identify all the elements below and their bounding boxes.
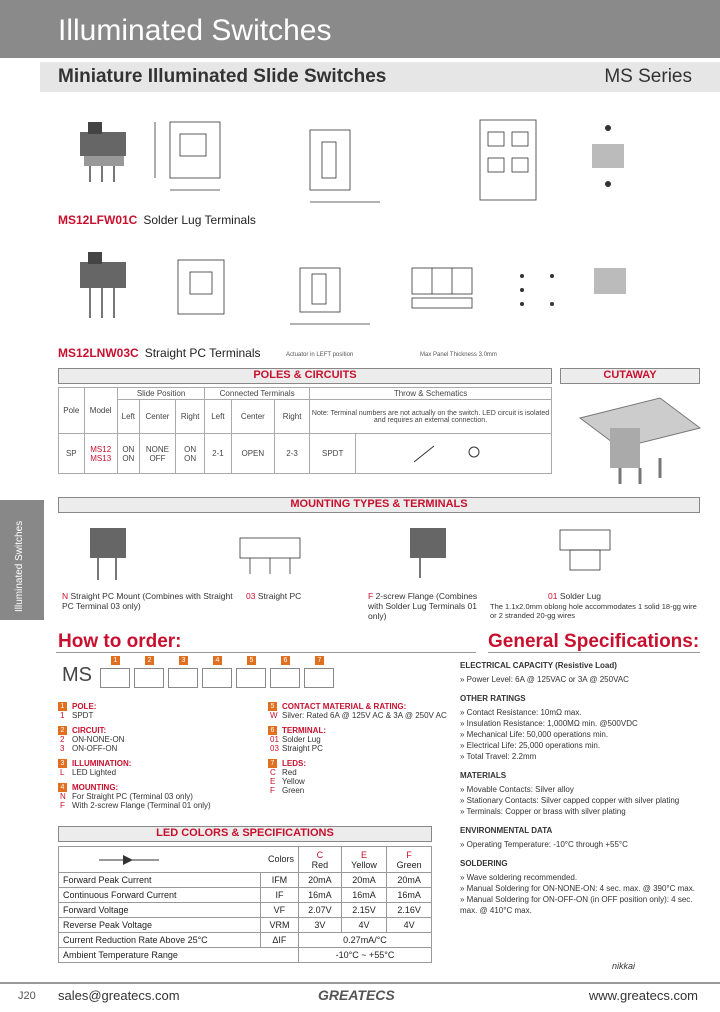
footer-email[interactable]: sales@greatecs.com — [58, 988, 180, 1003]
model-desc-2: Straight PC Terminals — [144, 346, 261, 360]
led-symbol-icon — [63, 854, 183, 866]
pos-center: Center — [139, 400, 175, 434]
order-slots — [100, 656, 340, 692]
poles-title: POLES & CIRCUITS — [58, 368, 552, 384]
order-slot — [270, 656, 300, 690]
page-title: Illuminated Switches — [58, 14, 332, 47]
temp-val: -10°C ~ +55°C — [298, 948, 431, 963]
led-value: 20mA — [298, 873, 341, 888]
group-option: N For Straight PC (Terminal 03 only) — [60, 792, 193, 801]
slot-number: 7 — [315, 656, 324, 665]
rate-label: Current Reduction Rate Above 25°C — [59, 933, 261, 948]
order-title: How to order: — [58, 631, 182, 652]
spec-list — [460, 660, 700, 924]
led-colors-label: Colors — [59, 847, 299, 873]
terminal-note: Note: Terminal numbers are not actually on the switch. LED circuit is isolated and requires an external connection. — [310, 400, 552, 434]
led-symbol: VRM — [260, 918, 298, 933]
group-option: L LED Lighted — [60, 768, 117, 777]
nikkai-logo: nikkai — [612, 961, 636, 971]
spec-item: » Movable Contacts: Silver alloy — [460, 785, 574, 794]
row-center: NONE OFF — [139, 434, 175, 474]
spec-item: » Insulation Resistance: 1,000MΩ min. @500VDC — [460, 719, 638, 728]
order-prefix: MS — [62, 664, 92, 686]
order-group — [58, 759, 268, 777]
section-subtitle: Miniature Illuminated Slide Switches — [58, 66, 387, 87]
spec-item: » Mechanical Life: 50,000 operations min. — [460, 730, 609, 739]
pc-note: Actuator in LEFT position — [286, 352, 354, 358]
group-option: E Yellow — [270, 777, 305, 786]
group-option: 03 Straight PC — [270, 744, 323, 753]
order-group — [268, 702, 478, 720]
row-conn-left: 2-1 — [205, 434, 231, 474]
order-slot — [168, 656, 198, 690]
order-group — [268, 759, 478, 795]
row-conn-center: OPEN — [231, 434, 275, 474]
group-number: 3 — [58, 759, 67, 768]
slot-number: 1 — [111, 656, 120, 665]
spec-item: » Electrical Life: 25,000 operations min. — [460, 741, 601, 750]
mounting-drawings — [60, 518, 700, 590]
cutaway-image — [560, 388, 710, 488]
spec-item: » Contact Resistance: 10mΩ max. — [460, 708, 582, 717]
poles-table — [58, 387, 552, 474]
order-slot — [202, 656, 232, 690]
row-right: ON ON — [176, 434, 205, 474]
conn-center: Center — [231, 400, 275, 434]
group-option: F Green — [270, 786, 305, 795]
spec-item: » Wave soldering recommended. — [460, 873, 578, 882]
group-option: 2 ON-NONE-ON — [60, 735, 125, 744]
led-symbol: IF — [260, 888, 298, 903]
order-slot — [236, 656, 266, 690]
spec-head: SOLDERING — [460, 859, 508, 868]
slide-header: Slide Position — [117, 388, 204, 400]
led-symbol: VF — [260, 903, 298, 918]
spec-head: MATERIALS — [460, 771, 507, 780]
led-param: Forward Voltage — [59, 903, 261, 918]
spec-item: » Power Level: 6A @ 125VAC or 3A @ 250VAC — [460, 675, 629, 684]
led-col-yellow: E Yellow — [341, 847, 387, 873]
temp-label: Ambient Temperature Range — [59, 948, 299, 963]
group-number: 2 — [58, 726, 67, 735]
led-value: 2.15V — [341, 903, 387, 918]
group-head: TERMINAL: — [282, 726, 326, 735]
group-option: 3 ON-OFF-ON — [60, 744, 118, 753]
dim-drawing-2a — [178, 260, 224, 314]
group-number: 5 — [268, 702, 277, 711]
footer-web[interactable]: www.greatecs.com — [588, 988, 698, 1003]
group-number: 6 — [268, 726, 277, 735]
group-option: C Red — [270, 768, 297, 777]
mount-n: N Straight PC Mount (Combines with Straight PC Terminal 03 only) — [62, 591, 233, 611]
cutaway-title: CUTAWAY — [560, 368, 700, 384]
dim-drawing-1c — [480, 120, 536, 200]
led-value: 16mA — [298, 888, 341, 903]
subheader-bar — [40, 62, 720, 92]
slot-box[interactable] — [202, 668, 232, 688]
led-value: 2.07V — [298, 903, 341, 918]
lug-note: The 1.1x2.0mm oblong hole accommodates 1 solid 18-gg wire or 2 stranded 20-gg wires — [490, 602, 697, 620]
slot-box[interactable] — [168, 668, 198, 688]
spec-head: OTHER RATINGS — [460, 694, 526, 703]
rate-sym: ΔIF — [260, 933, 298, 948]
group-head: CIRCUIT: — [72, 726, 107, 735]
spec-item: » Terminals: Copper or brass with silver plating — [460, 807, 626, 816]
spec-divider — [488, 652, 700, 653]
switch-photo-2 — [80, 252, 126, 318]
drawings-row-1 — [60, 110, 720, 230]
led-col-green: F Green — [387, 847, 432, 873]
page-number: J20 — [18, 990, 36, 1002]
dim-drawing-2c — [412, 268, 472, 308]
slot-number: 2 — [145, 656, 154, 665]
order-group — [58, 702, 268, 720]
spec-section — [460, 693, 700, 762]
order-slot — [100, 656, 130, 690]
pos-left: Left — [117, 400, 139, 434]
spec-section — [460, 858, 700, 916]
schematic — [356, 434, 552, 474]
conn-left: Left — [205, 400, 231, 434]
row-model: MS12 MS13 — [84, 434, 117, 474]
led-value: 20mA — [341, 873, 387, 888]
group-head: MOUNTING: — [72, 783, 119, 792]
group-number: 7 — [268, 759, 277, 768]
led-param: Forward Peak Current — [59, 873, 261, 888]
spec-section — [460, 825, 700, 850]
row-left: ON ON — [117, 434, 139, 474]
group-number: 1 — [58, 702, 67, 711]
spec-item: » Manual Soldering for ON-NONE-ON: 4 sec. max. @ 390°C max. — [460, 884, 695, 893]
model-header: Model — [84, 388, 117, 434]
model-code-2: MS12LNW03C — [58, 346, 139, 360]
spec-item: » Operating Temperature: -10°C through +55°C — [460, 840, 628, 849]
spec-item: » Manual Soldering for ON-OFF-ON (in OFF position only): 4 sec. max. @ 410°C max. — [460, 895, 693, 915]
model-line-1 — [58, 213, 256, 227]
spec-item: » Total Travel: 2.2mm — [460, 752, 537, 761]
order-group — [58, 726, 268, 753]
drawings-row-2 — [60, 238, 720, 348]
model-line-2 — [58, 346, 261, 360]
led-param: Continuous Forward Current — [59, 888, 261, 903]
mount-03: 03 Straight PC — [246, 591, 302, 601]
mounting-title: MOUNTING TYPES & TERMINALS — [58, 497, 700, 513]
side-tab-label: Illuminated Switches — [14, 520, 25, 612]
model-desc-1: Solder Lug Terminals — [143, 213, 256, 227]
dim-drawing-2b — [290, 268, 370, 324]
footprint-1 — [592, 125, 624, 187]
group-option: 01 Solder Lug — [270, 735, 321, 744]
pos-right: Right — [176, 400, 205, 434]
led-row — [59, 903, 432, 918]
led-title: LED COLORS & SPECIFICATIONS — [58, 826, 432, 842]
group-number: 4 — [58, 783, 67, 792]
order-group — [58, 783, 268, 810]
row-throw: SPDT — [310, 434, 356, 474]
led-symbol: IFM — [260, 873, 298, 888]
slot-box[interactable] — [236, 668, 266, 688]
panel-note: Max Panel Thickness 3.0mm — [420, 352, 497, 358]
group-option: F With 2-screw Flange (Terminal 01 only) — [60, 801, 211, 810]
dim-drawing-1a — [155, 122, 220, 190]
group-head: LEDS: — [282, 759, 306, 768]
group-head: CONTACT MATERIAL & RATING: — [282, 702, 407, 711]
spec-title: General Specifications: — [488, 631, 700, 652]
throw-header: Throw & Schematics — [310, 388, 552, 400]
order-slot — [134, 656, 164, 690]
order-group — [268, 726, 478, 753]
series-label: MS Series — [604, 66, 692, 87]
led-col-red: C Red — [298, 847, 341, 873]
group-option: 1 SPDT — [60, 711, 94, 720]
slot-number: 3 — [179, 656, 188, 665]
led-row — [59, 918, 432, 933]
spec-item: » Stationary Contacts: Silver capped copper with silver plating — [460, 796, 680, 805]
led-table — [58, 846, 432, 963]
spec-section — [460, 660, 700, 685]
slot-number: 5 — [247, 656, 256, 665]
led-value: 4V — [341, 918, 387, 933]
slot-box[interactable] — [100, 668, 130, 688]
slot-number: 6 — [281, 656, 290, 665]
order-slot — [304, 656, 334, 690]
row-conn-right: 2-3 — [275, 434, 310, 474]
greatecs-logo: GREATECS — [318, 987, 395, 1003]
dim-drawing-1b — [310, 130, 380, 202]
slot-box[interactable] — [134, 668, 164, 688]
led-row — [59, 888, 432, 903]
led-value: 2.16V — [387, 903, 432, 918]
header-bar — [0, 0, 720, 58]
order-options-right — [268, 702, 478, 801]
side-tab — [0, 500, 44, 620]
order-options-left — [58, 702, 268, 816]
led-value: 20mA — [387, 873, 432, 888]
conn-header: Connected Terminals — [205, 388, 310, 400]
slot-box[interactable] — [304, 668, 334, 688]
group-head: ILLUMINATION: — [72, 759, 132, 768]
model-code-1: MS12LFW01C — [58, 213, 138, 227]
mount-f: F 2-screw Flange (Combines with Solder Lug Terminals 01 only) — [368, 591, 478, 621]
led-param: Reverse Peak Voltage — [59, 918, 261, 933]
slot-number: 4 — [213, 656, 222, 665]
slot-box[interactable] — [270, 668, 300, 688]
group-option: W Silver: Rated 6A @ 125V AC & 3A @ 250V AC — [270, 711, 447, 720]
footprint-2 — [520, 268, 626, 306]
mount-01: 01 Solder Lug — [548, 591, 601, 601]
rate-val: 0.27mA/°C — [298, 933, 431, 948]
led-value: 3V — [298, 918, 341, 933]
spec-head: ENVIRONMENTAL DATA — [460, 826, 553, 835]
led-value: 16mA — [387, 888, 432, 903]
led-value: 4V — [387, 918, 432, 933]
led-row — [59, 873, 432, 888]
conn-right: Right — [275, 400, 310, 434]
spec-section — [460, 770, 700, 817]
footer — [0, 982, 720, 1012]
switch-photo-1 — [80, 122, 126, 182]
led-value: 16mA — [341, 888, 387, 903]
group-head: POLE: — [72, 702, 97, 711]
order-divider — [56, 652, 476, 653]
spec-head: ELECTRICAL CAPACITY (Resistive Load) — [460, 661, 617, 670]
pole-header: Pole — [59, 388, 85, 434]
row-pole: SP — [59, 434, 85, 474]
